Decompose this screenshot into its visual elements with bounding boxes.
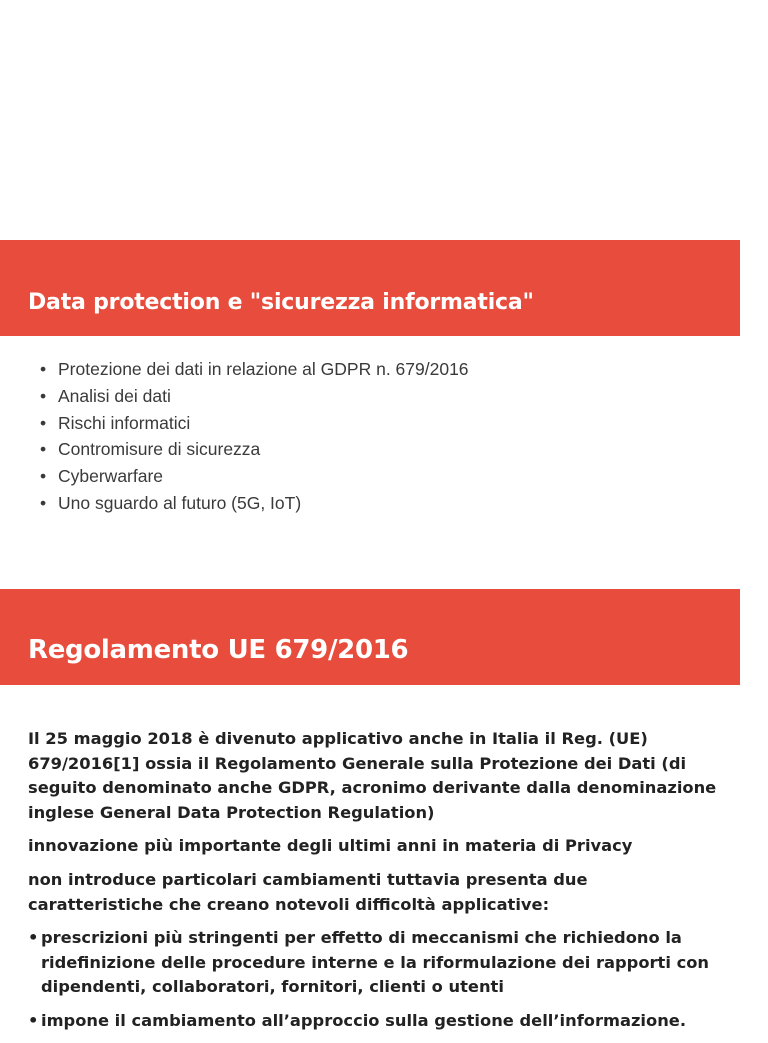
list-item: • Cyberwarfare [40,463,469,490]
topic-list [40,356,469,517]
section-banner [0,589,740,685]
section-title: Regolamento UE 679/2016 [28,635,409,665]
section-title: Data protection e "sicurezza informatica" [28,290,534,315]
section-body [28,727,728,1043]
list-item: • Protezione dei dati in relazione al GDPR n. 679/2016 [40,356,469,383]
list-item: • Rischi informatici [40,410,469,437]
paragraph: Il 25 maggio 2018 è divenuto applicativo anche in Italia il Reg. (UE) 679/2016[1] ossia il Regolamento Generale sulla Protezione dei Dati (di seguito denominato anche GDPR, acronimo derivante dalla denominazione inglese General Data Protection Regulation) [28,729,717,822]
paragraph: non introduce particolari cambiamenti tuttavia presenta due caratteristiche che creano notevoli difficoltà applicative: [28,869,588,914]
bullet-list [28,926,728,1033]
section-banner [0,240,740,336]
list-item: • Uno sguardo al futuro (5G, IoT) [40,490,469,517]
list-item: • Analisi dei dati [40,383,469,410]
list-item: • impone il cambiamento all’approccio sulla gestione dell’informazione. [28,1009,728,1034]
list-item: • Contromisure di sicurezza [40,436,469,463]
paragraph: innovazione più importante degli ultimi anni in materia di Privacy [28,836,633,856]
list-item: • prescrizioni più stringenti per effetto di meccanismi che richiedono la ridefinizione delle procedure interne e la riformulazione dei rapporti con dipendenti, collaboratori, fornitori, clienti o utenti [28,926,728,1000]
